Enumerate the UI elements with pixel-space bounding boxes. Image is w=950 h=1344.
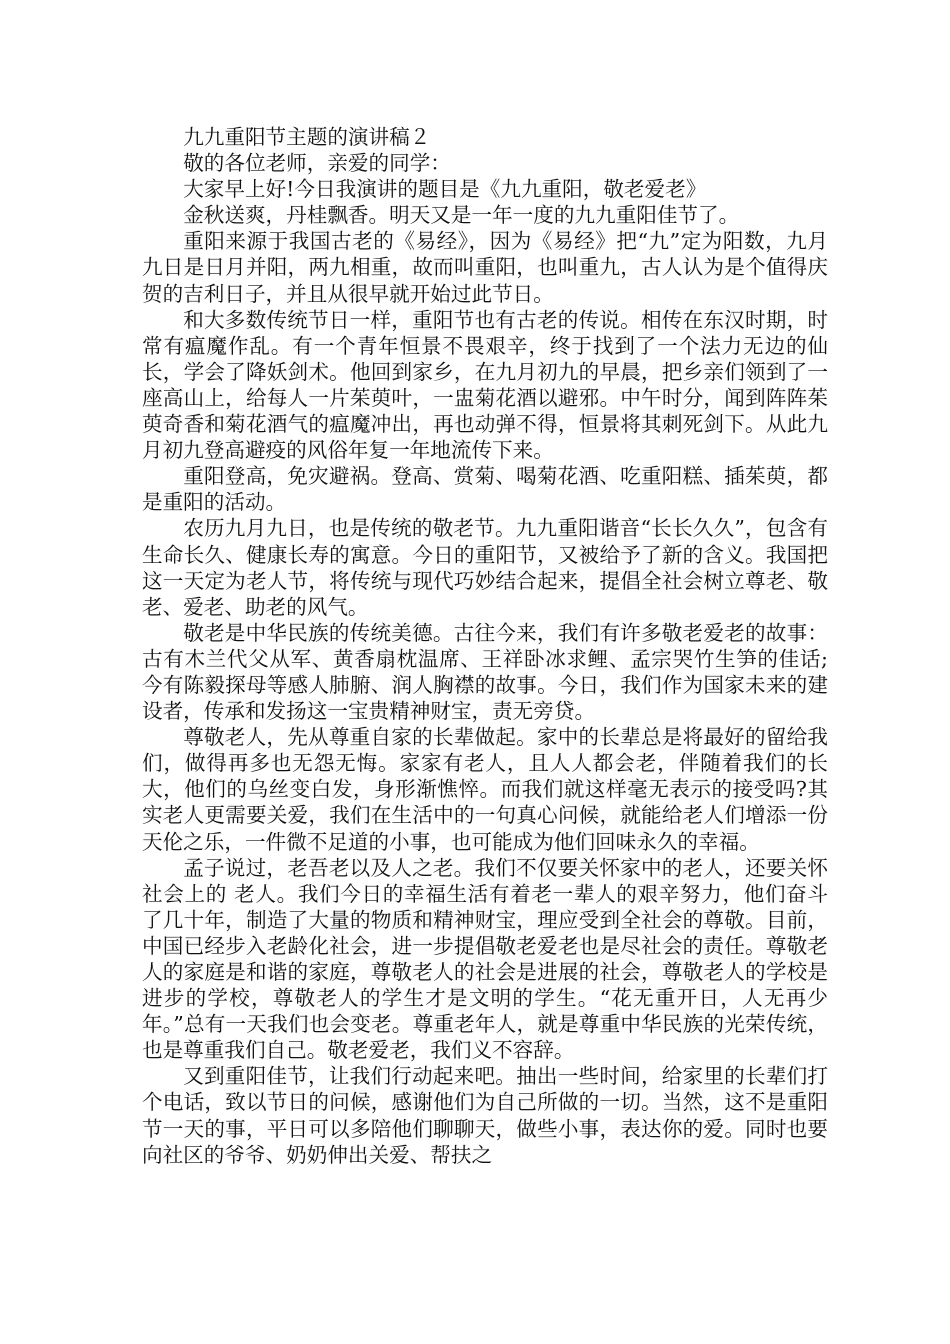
document-page	[142, 124, 828, 1168]
greeting-paragraph: 敬的各位老师，亲爱的同学：	[183, 151, 451, 176]
paragraph-autumn: 金秋送爽，丹桂飘香。明天又是一年一度的九九重阳佳节了。	[183, 203, 740, 228]
paragraph-tradition: 敬老是中华民族的传统美德。古往今来，我们有许多敬老爱老的故事：古有木兰代父从军、黄香扇枕温席、王祥卧冰求鲤、孟宗哭竹生笋的佳话;今有陈毅探母等感人肺腑、润人胸襟的故事。今日，我们作为国家未来的建设者，传承和发扬这一宝贵精神财宝，责无旁贷。	[142, 620, 828, 724]
paragraph-call-to-action: 又到重阳佳节，让我们行动起来吧。抽出一些时间，给家里的长辈们打个电话，致以节日的问候，感谢他们为自己所做的一切。当然，这不是重阳节一天的事，平日可以多陪他们聊聊天，做些小事，表达你的爱。同时也要向社区的爷爷、奶奶伸出关爱、帮扶之	[142, 1064, 828, 1167]
paragraph-respect-family: 尊敬老人，先从尊重自家的长辈做起。家中的长辈总是将最好的留给我们，做得再多也无怨无悔。家家有老人，且人人都会老，伴随着我们的长大，他们的乌丝变白发，身形渐憔悴。而我们就这样毫无表示的接受吗?其实老人更需要关爱，我们在生活中的一句真心问候，就能给老人们增添一份天伦之乐，一件微不足道的小事，也可能成为他们回味永久的幸福。	[142, 725, 828, 854]
paragraph-elders-festival: 农历九月九日，也是传统的敬老节。九九重阳谐音“长长久久”，包含有生命长久、健康长寿的寓意。今日的重阳节，又被给予了新的含义。我国把这一天定为老人节，将传统与现代巧妙结合起来，提倡全社会树立尊老、敬老、爱老、助老的风气。	[142, 516, 828, 619]
paragraph-mencius: 孟子说过，老吾老以及人之老。我们不仅要关怀家中的老人，还要关怀社会上的 老人。我们今日的幸福生活有着老一辈人的艰辛努力，他们奋斗了几十年，制造了大量的物质和精神财宝，理应受到全社会的尊敬。目前，中国已经步入老龄化社会，进一步提倡敬老爱老也是尽社会的责任。尊敬老人的家庭是和谐的家庭，尊敬老人的社会是进展的社会，尊敬老人的学校是进步的学校，尊敬老人的学生才是文明的学生。“花无重开日，人无再少年。”总有一天我们也会变老。尊重老年人，就是尊重中华民族的光荣传统，也是尊重我们自己。敬老爱老，我们义不容辞。	[142, 855, 828, 1063]
paragraph-legend: 和大多数传统节日一样，重阳节也有古老的传说。相传在东汉时期，时常有瘟魔作乱。有一个青年恒景不畏艰辛，终于找到了一个法力无边的仙长，学会了降妖剑术。他回到家乡，在九月初九的早晨，把乡亲们领到了一座高山上，给每人一片茱萸叶，一盅菊花酒以避邪。中午时分，闻到阵阵茱萸奇香和菊花酒气的瘟魔冲出，再也动弹不得，恒景将其刺死剑下。从此九月初九登高避疫的风俗年复一年地流传下来。	[142, 307, 828, 463]
paragraph-activities: 重阳登高，免灾避祸。登高、赏菊、喝菊花酒、吃重阳糕、插茱萸，都是重阳的活动。	[142, 464, 828, 515]
paragraph-opening: 大家早上好!今日我演讲的题目是《九九重阳，敬老爱老》	[183, 177, 707, 202]
paragraph-origin: 重阳来源于我国古老的《易经》，因为《易经》把“九”定为阳数，九月九日是日月并阳，两九相重，故而叫重阳，也叫重九，古人认为是个值得庆贺的吉利日子，并且从很早就开始过此节日。	[142, 229, 828, 306]
document-title: 九九重阳节主题的演讲稿２	[183, 125, 431, 149]
